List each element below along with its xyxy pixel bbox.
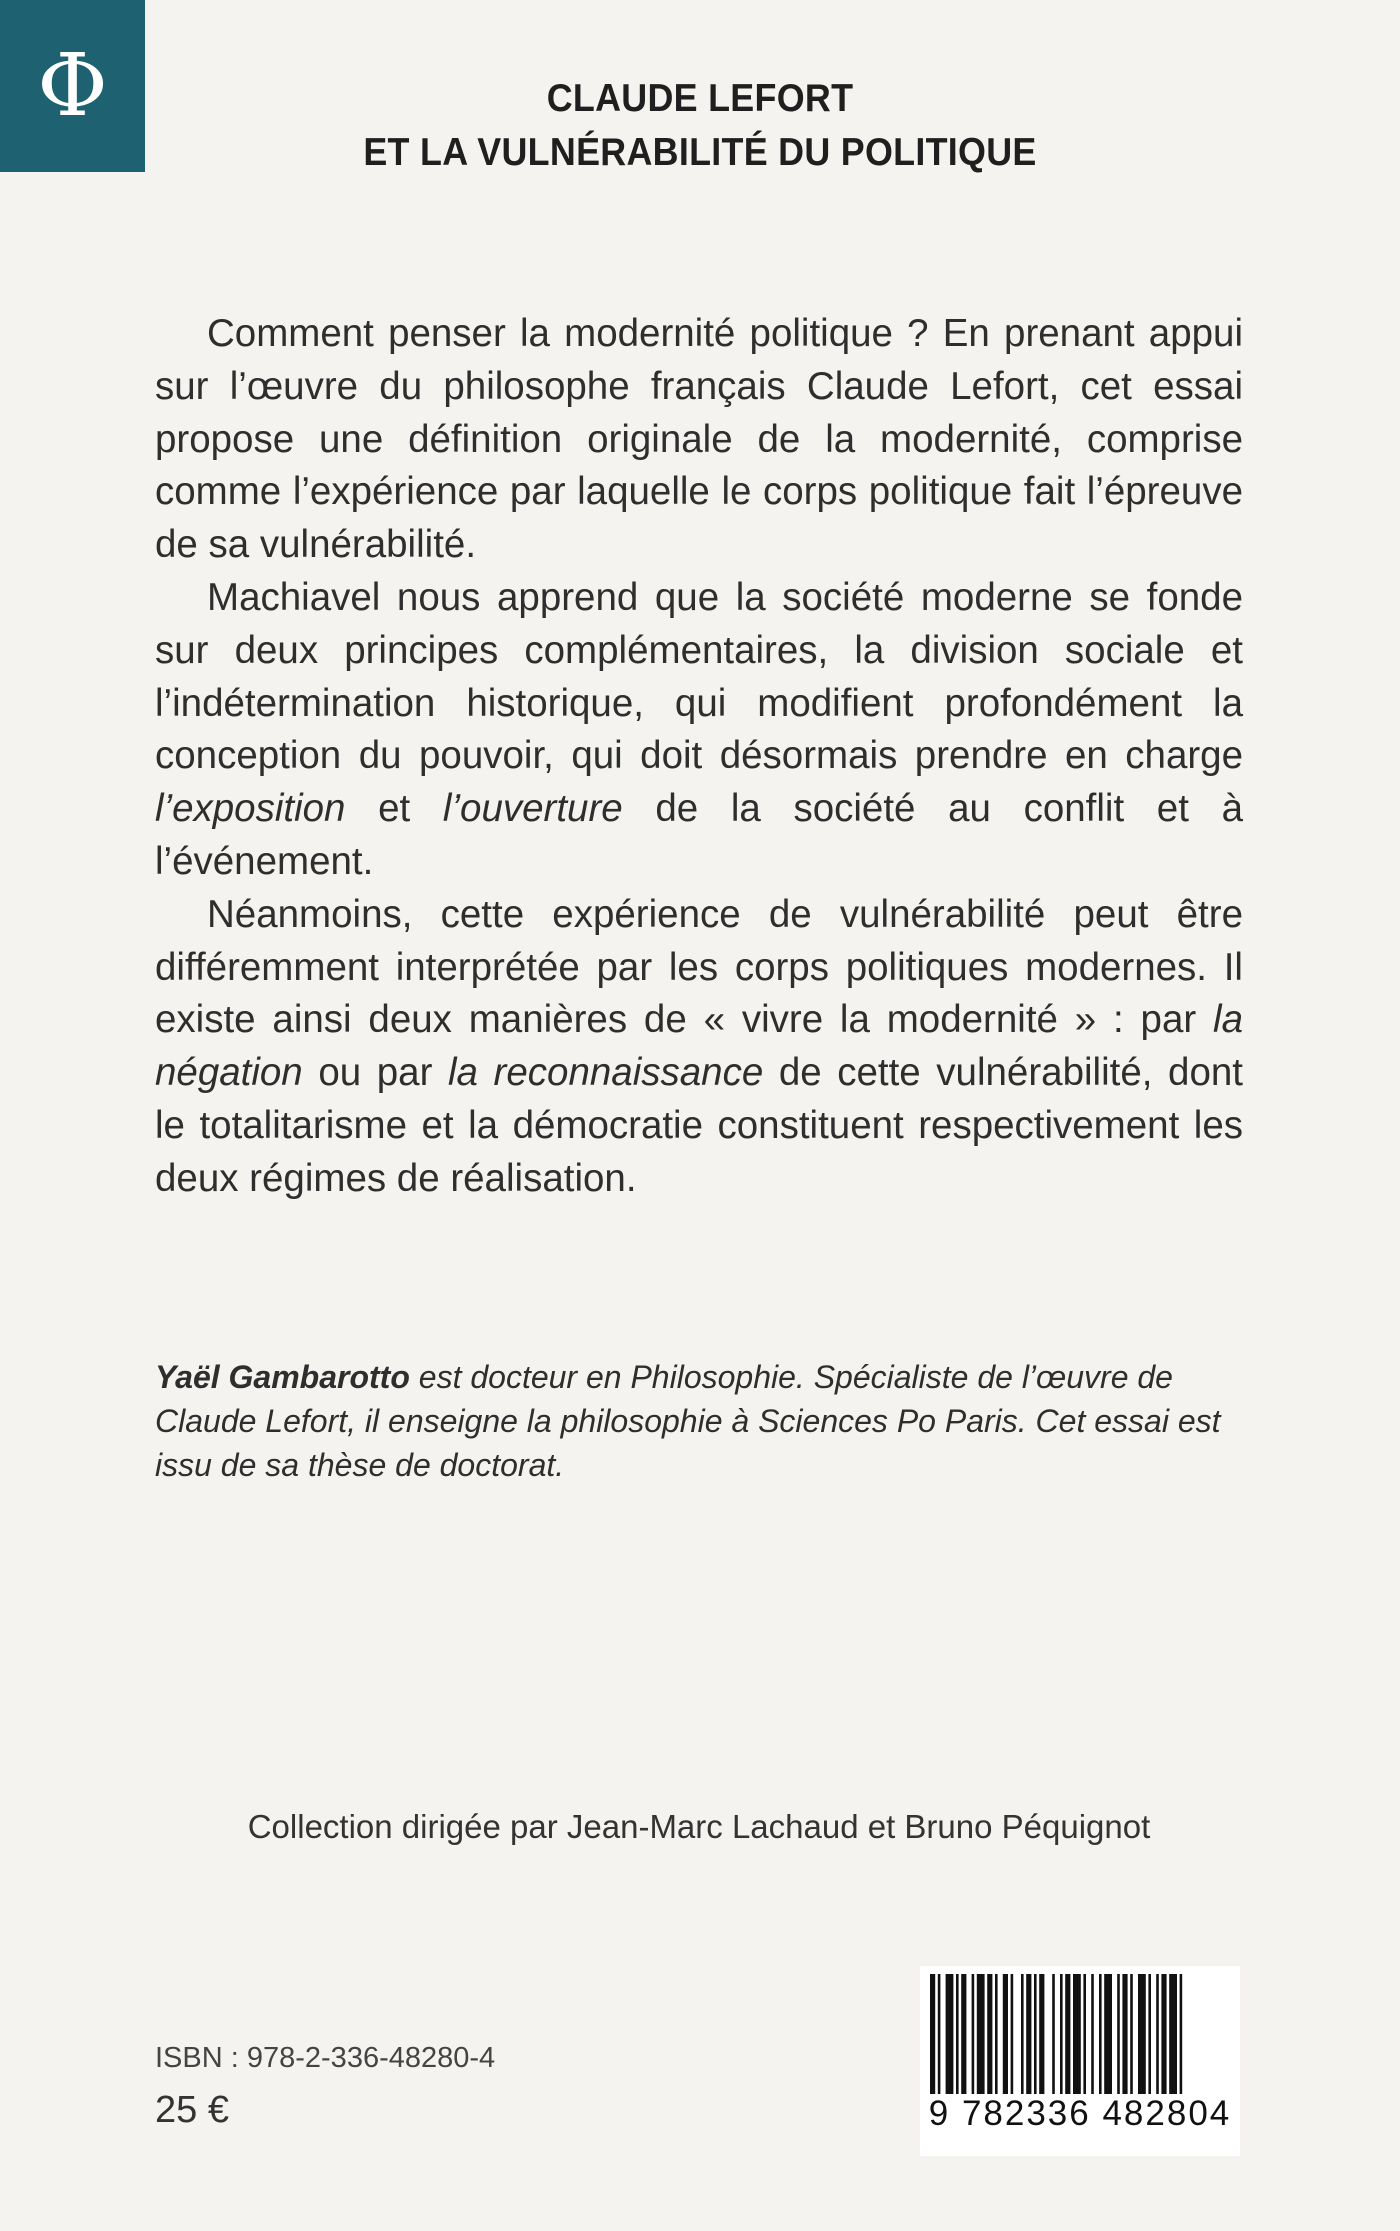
blurb-paragraph <box>155 572 1243 889</box>
barcode-bar <box>961 1974 966 2098</box>
barcode-bar <box>946 1974 954 2098</box>
barcode-bar <box>1065 1974 1070 2098</box>
isbn: ISBN : 978-2-336-48280-4 <box>155 2042 496 2074</box>
barcode <box>920 1966 1240 2156</box>
barcode-bar <box>1161 1974 1166 2098</box>
barcode-bar <box>977 1974 985 2098</box>
barcode-bar <box>1130 1974 1133 2098</box>
barcode-bar <box>1003 1974 1008 2098</box>
barcode-bar <box>995 1974 998 2098</box>
blurb-italic-run: la négation <box>155 998 1243 1095</box>
barcode-bar <box>987 1974 992 2098</box>
barcode-bar <box>1052 1974 1055 2098</box>
blurb-italic-run: la reconnaissance <box>448 1051 764 1095</box>
barcode-bar <box>1099 1974 1102 2098</box>
blurb-run: Comment penser la modernité politique ? En prenant appui sur l’œuvre du philosophe français Claude Lefort, cet essai propose une définition originale de la modernité, comprise comme l’expérience par laquelle le corps politique fait l’épreuve de sa vulnérabilité. <box>155 312 1243 567</box>
barcode-bar <box>1122 1974 1127 2098</box>
blurb-paragraph <box>155 308 1243 572</box>
title-line-2: ET LA VULNÉRABILITÉ DU POLITIQUE <box>363 131 1037 174</box>
barcode-bar <box>1117 1974 1120 2098</box>
book-title <box>332 72 1068 180</box>
barcode-bar <box>1011 1974 1014 2098</box>
barcode-bar <box>1091 1974 1094 2098</box>
title-line-1: CLAUDE LEFORT <box>546 77 854 120</box>
blurb-run: de la société au conflit et à l’événement. <box>155 787 1243 883</box>
collection-credit: Collection dirigée par Jean-Marc Lachaud et Bruno Péquignot <box>247 1808 1151 1845</box>
barcode-bar <box>1021 1974 1024 2098</box>
author-name: Yaël Gambarotto <box>155 1359 410 1395</box>
barcode-bar <box>1039 1974 1044 2098</box>
barcode-bar <box>972 1974 975 2098</box>
blurb-run: Néanmoins, cette expérience de vulnérabilité peut être différemment interprétée par les corps politiques modernes. Il existe ainsi deux manières de « vivre la modernité » : par <box>155 892 1243 1042</box>
barcode-bar <box>1169 1974 1177 2098</box>
blurb-italic-run: l’ouverture <box>442 787 623 831</box>
blurb-run: et <box>345 787 443 831</box>
phi-logo-icon: Φ <box>37 36 108 136</box>
barcode-bar <box>956 1974 959 2098</box>
author-bio-text: est docteur en Philosophie. Spécialiste de l’œuvre de Claude Lefort, il enseigne la philosophie à Sciences Po Paris. Cet essai est issu de sa thèse de doctorat. <box>155 1359 1221 1483</box>
publisher-logo <box>0 0 145 172</box>
barcode-bar <box>1034 1974 1037 2098</box>
blurb-run: de cette vulnérabilité, dont le totalitarisme et la démocratie constituent respectivement les deux régimes de réalisation. <box>155 1051 1243 1200</box>
barcode-digits: 9 782336 482804 <box>928 2094 1232 2133</box>
blurb-italic-run: l’exposition <box>155 787 346 831</box>
blurb-run: Machiavel nous apprend que la société moderne se fonde sur deux principes complémentaires, la division sociale et l’indétermination historique, qui modifient profondément la conception du pouvoir, qui doit désormais prendre en charge <box>155 575 1243 778</box>
blurb-run: ou par <box>302 1051 448 1095</box>
author-bio <box>155 1355 1243 1487</box>
barcode-bar <box>1104 1974 1112 2098</box>
blurb <box>155 308 1243 1206</box>
barcode-bar <box>1083 1974 1086 2098</box>
barcode-bar <box>1138 1974 1146 2098</box>
blurb-paragraph <box>155 889 1243 1206</box>
barcode-bar <box>1156 1974 1159 2098</box>
barcode-bar <box>1148 1974 1151 2098</box>
price: 25 € <box>155 2089 229 2131</box>
barcode-bar <box>1073 1974 1081 2098</box>
barcode-bar <box>1026 1974 1031 2098</box>
